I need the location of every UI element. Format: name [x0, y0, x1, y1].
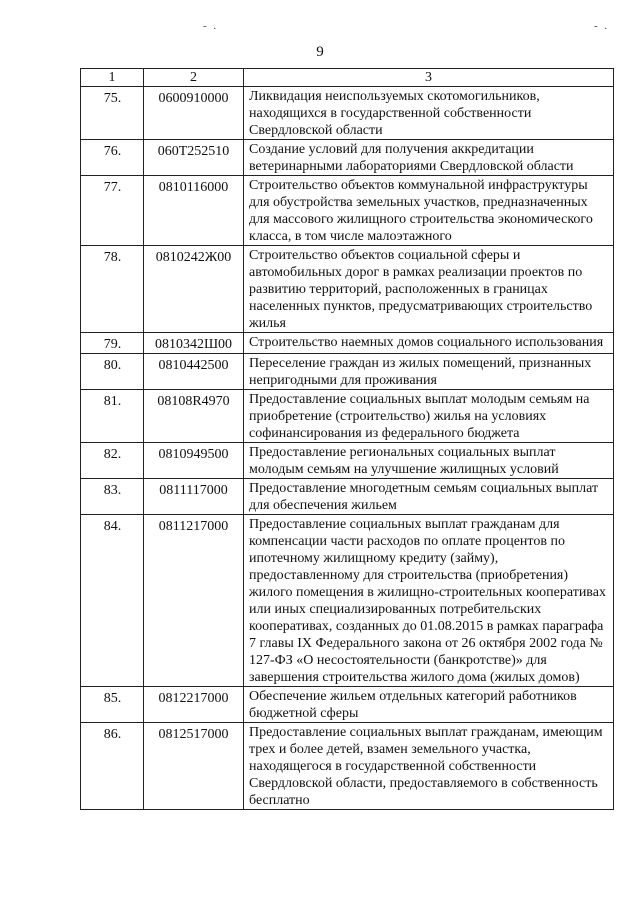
table-row: [81, 246, 614, 333]
row-description: Создание условий для получения аккредитации ветеринарными лабораториями Свердловской области: [244, 140, 614, 176]
table-row: [81, 354, 614, 390]
row-code: 0812517000: [144, 723, 244, 810]
row-description: Ликвидация неиспользуемых скотомогильников, находящихся в государственной собственности Свердловской области: [244, 87, 614, 140]
row-number: 81.: [81, 390, 144, 443]
row-number: 78.: [81, 246, 144, 333]
row-code: 0810116000: [144, 176, 244, 246]
row-description: Строительство наемных домов социального использования: [244, 333, 614, 354]
row-description: Переселение граждан из жилых помещений, признанных непригодными для проживания: [244, 354, 614, 390]
row-description: Предоставление региональных социальных выплат молодым семьям на улучшение жилищных условий: [244, 443, 614, 479]
row-code: 0812217000: [144, 687, 244, 723]
table-row: [81, 443, 614, 479]
table-header-row: [81, 69, 614, 87]
row-number: 84.: [81, 515, 144, 687]
row-description: Строительство объектов социальной сферы и автомобильных дорог в рамках реализации проектов по развитию территорий, расположенных в границах населенных пунктов, предусматривающих строительство жилья: [244, 246, 614, 333]
table-row: [81, 333, 614, 354]
scan-mark-right: - .: [594, 20, 610, 32]
budget-code-table: [80, 68, 614, 810]
row-description: Предоставление многодетным семьям социальных выплат для обеспечения жильем: [244, 479, 614, 515]
row-code: 060Т252510: [144, 140, 244, 176]
row-description: Предоставление социальных выплат гражданам, имеющим трех и более детей, взамен земельного участка, находящегося в государственной собственности Свердловской области, предоставляемого в собственность бесплатно: [244, 723, 614, 810]
table-row: [81, 479, 614, 515]
row-code: 0600910000: [144, 87, 244, 140]
row-number: 82.: [81, 443, 144, 479]
table-row: [81, 176, 614, 246]
table-row: [81, 390, 614, 443]
row-number: 77.: [81, 176, 144, 246]
row-code: 0811217000: [144, 515, 244, 687]
table-row: [81, 687, 614, 723]
table-row: [81, 723, 614, 810]
table-row: [81, 515, 614, 687]
row-number: 80.: [81, 354, 144, 390]
row-code: 0810342Ш00: [144, 333, 244, 354]
row-code: 0811117000: [144, 479, 244, 515]
column-header-code: 2: [144, 69, 244, 87]
row-number: 79.: [81, 333, 144, 354]
row-code: 08108R4970: [144, 390, 244, 443]
table-row: [81, 140, 614, 176]
row-description: Строительство объектов коммунальной инфраструктуры для обустройства земельных участков, предназначенных для массового жилищного строительства экономического класса, в том числе малоэтажного: [244, 176, 614, 246]
row-description: Предоставление социальных выплат гражданам для компенсации части расходов по оплате процентов по ипотечному жилищному кредиту (займу), предоставленному для строительства (приобретения) жилого помещения в жилищно-строительных кооперативах или иных специализированных потребительских кооперативах, созданных до 01.08.2015 в рамках параграфа 7 главы IX Федерального закона от 26 октября 2002 года № 127-ФЗ «О несостоятельности (банкротстве)» для завершения строительства жилого дома (жилых домов): [244, 515, 614, 687]
row-number: 86.: [81, 723, 144, 810]
column-header-number: 1: [81, 69, 144, 87]
row-code: 0810442500: [144, 354, 244, 390]
row-code: 0810949500: [144, 443, 244, 479]
scan-mark-left: - .: [203, 20, 219, 32]
table-row: [81, 87, 614, 140]
row-description: Обеспечение жильем отдельных категорий работников бюджетной сферы: [244, 687, 614, 723]
row-code: 0810242Ж00: [144, 246, 244, 333]
row-number: 76.: [81, 140, 144, 176]
row-description: Предоставление социальных выплат молодым семьям на приобретение (строительство) жилья на условиях софинансирования из федерального бюджета: [244, 390, 614, 443]
page-number: 9: [316, 44, 324, 60]
row-number: 75.: [81, 87, 144, 140]
row-number: 85.: [81, 687, 144, 723]
column-header-description: 3: [244, 69, 614, 87]
row-number: 83.: [81, 479, 144, 515]
